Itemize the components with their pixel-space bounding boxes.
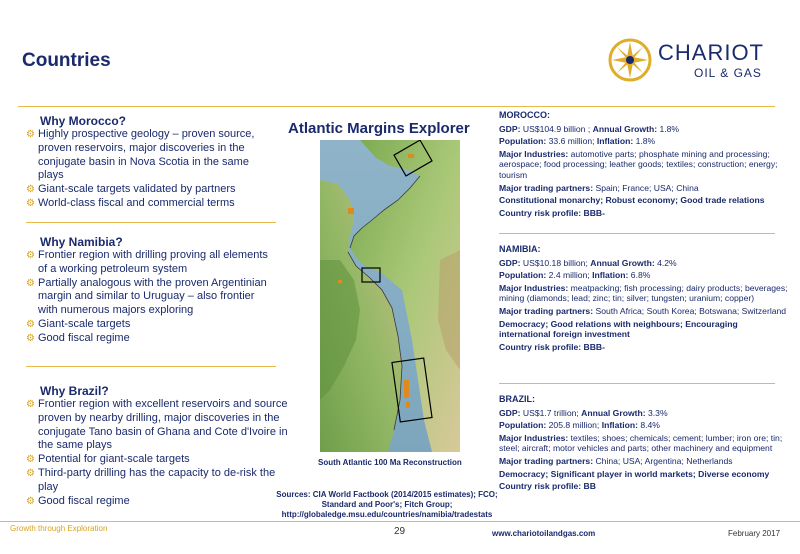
gdp-row: GDP: US$10.18 billion; Annual Growth: 4.2%	[499, 257, 677, 268]
country-name: MOROCCO:	[499, 110, 550, 120]
list-item: ⚙ Giant-scale targets validated by partners	[26, 183, 276, 197]
footer-rule	[0, 521, 800, 522]
divider	[26, 366, 276, 367]
footer-url: www.chariotoilandgas.com	[492, 529, 596, 538]
risk-profile: Country risk profile: BB	[499, 481, 596, 492]
country-profile-namibia	[499, 244, 789, 354]
industries-row: Major Industries: textiles; shoes; chemicals; cement; lumber; iron ore; tin; steel; aircraft; motor vehicles and parts; other machinery and equipment	[499, 432, 783, 454]
logo-name: CHARIOT	[658, 40, 764, 65]
sources-note: Sources: CIA World Factbook (2014/2015 estimates); FCO; Standard and Poor's; Fitch Group; http://globaledge.msu.edu/countries/namibia/tradestats	[276, 490, 498, 519]
list-item: ⚙ Giant-scale targets	[26, 318, 276, 332]
page-title: Countries	[22, 50, 111, 71]
gdp-row: GDP: US$1.7 trillion; Annual Growth: 3.3%	[499, 407, 668, 418]
population-row: Population: 2.4 million; Inflation: 6.8%	[499, 270, 651, 281]
why-morocco-title: Why Morocco?	[40, 114, 126, 128]
list-item: ⚙ Partially analogous with the proven Argentinian margin and similar to Uruguay – also frontier with numerous majors exploring	[26, 277, 276, 318]
morocco-bullets	[26, 128, 276, 211]
country-name: NAMIBIA:	[499, 244, 541, 254]
list-item: ⚙ Third-party drilling has the capacity to de-risk the play	[26, 467, 288, 495]
footer-tagline: Growth through Exploration	[10, 524, 108, 533]
why-namibia-title: Why Namibia?	[40, 235, 123, 249]
list-item: ⚙ Potential for giant-scale targets	[26, 453, 288, 467]
political-summary: Democracy; Good relations with neighbours; Encouraging international foreign investment	[499, 318, 738, 340]
map-title: Atlantic Margins Explorer	[288, 120, 470, 137]
political-summary: Constitutional monarchy; Robust economy; Good trade relations	[499, 195, 765, 206]
licence-area	[338, 280, 342, 283]
logo-sub: OIL & GAS	[694, 66, 762, 80]
trade-row: Major trading partners: China; USA; Argentina; Netherlands	[499, 455, 733, 466]
list-item: ⚙ Good fiscal regime	[26, 495, 288, 509]
namibia-bullets	[26, 249, 276, 346]
chariot-wheel-icon	[608, 38, 652, 82]
header-rule	[18, 106, 775, 107]
footer-date: February 2017	[728, 529, 781, 538]
licence-area	[408, 154, 414, 158]
industries-row: Major Industries: meatpacking; fish processing; dairy products; beverages; mining (diamonds; lead; zinc; tin; silver; tungsten; uranium; copper)	[499, 282, 788, 304]
licence-area	[406, 402, 410, 408]
industries-row: Major Industries: automotive parts; phosphate mining and processing; aerospace; food processing; leather goods; textiles; construction; energy; tourism	[499, 148, 778, 180]
divider	[26, 222, 276, 223]
why-brazil-title: Why Brazil?	[40, 384, 109, 398]
brazil-bullets	[26, 398, 288, 508]
risk-profile: Country risk profile: BBB-	[499, 207, 605, 218]
reconstruction-map	[320, 140, 460, 452]
licence-area	[404, 380, 409, 398]
company-logo	[608, 36, 778, 86]
list-item: ⚙ Highly prospective geology – proven source, proven reservoirs, major discoveries in the conjugate basin in Nova Scotia in the same plays	[26, 128, 276, 183]
country-profile-morocco	[499, 110, 789, 220]
licence-area	[348, 208, 354, 214]
political-summary: Democracy; Significant player in world markets; Diverse economy	[499, 468, 770, 479]
page-number: 29	[394, 526, 406, 537]
list-item: ⚙ Frontier region with excellent reservoirs and source proven by nearby drilling, major discoveries in the conjugate Tano basin of Ghana and Cote d'Ivoire in the same plays	[26, 398, 288, 453]
risk-profile: Country risk profile: BBB-	[499, 341, 605, 352]
population-row: Population: 205.8 million; Inflation: 8.4%	[499, 420, 660, 431]
list-item: ⚙ Frontier region with drilling proving all elements of a working petroleum system	[26, 249, 276, 277]
country-profile-brazil	[499, 394, 789, 494]
list-item: ⚙ World-class fiscal and commercial terms	[26, 197, 276, 211]
trade-row: Major trading partners: South Africa; South Korea; Botswana; Switzerland	[499, 305, 787, 316]
divider	[499, 233, 775, 234]
map-caption: South Atlantic 100 Ma Reconstruction	[318, 458, 462, 467]
gdp-row: GDP: US$104.9 billion ; Annual Growth: 1.8%	[499, 123, 680, 134]
list-item: ⚙ Good fiscal regime	[26, 332, 276, 346]
trade-row: Major trading partners: Spain; France; USA; China	[499, 182, 699, 193]
population-row: Population: 33.6 million; Inflation: 1.8%	[499, 136, 656, 147]
country-name: BRAZIL:	[499, 394, 535, 404]
divider	[499, 383, 775, 384]
